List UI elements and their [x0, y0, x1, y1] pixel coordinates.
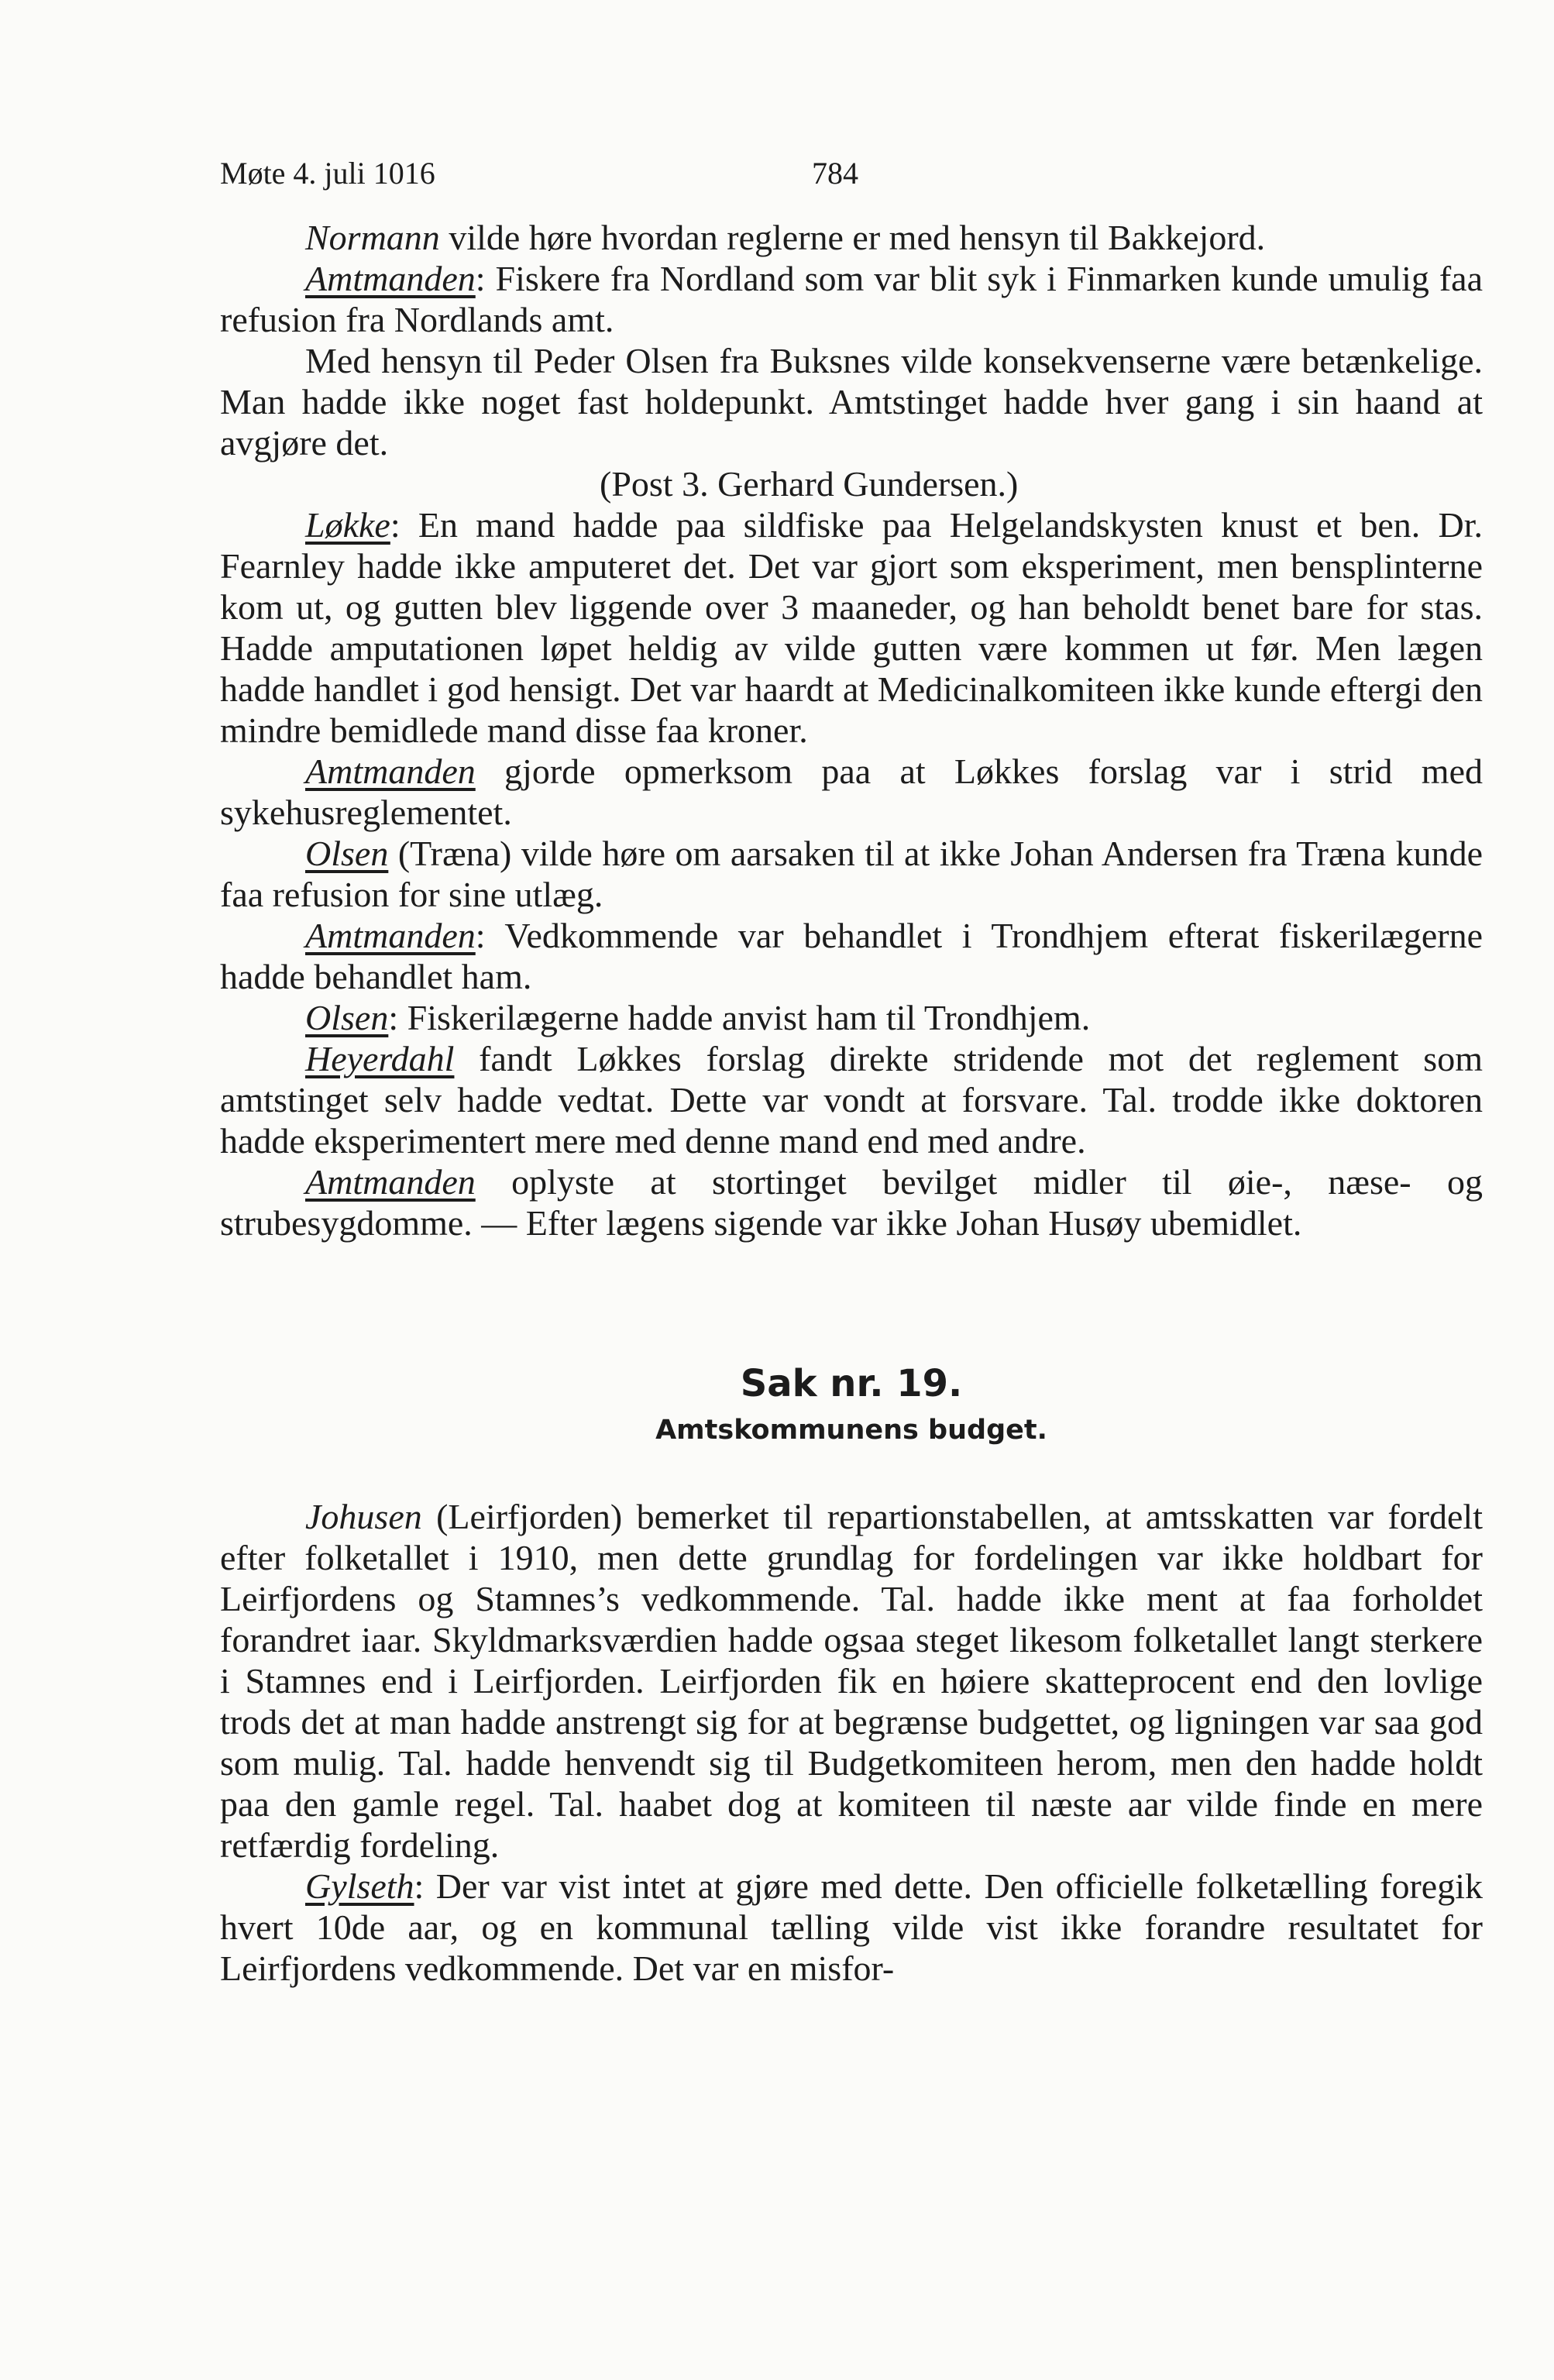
paragraph	[220, 1038, 1483, 1161]
post-line: (Post 3. Gerhard Gundersen.)	[600, 464, 1019, 504]
paragraph-text: Med hensyn til Peder Olsen fra Buksnes vilde konsekvenserne være betænkelige. Man hadde ikke noget fast holdepunkt. Amtstinget hadde hver gang i sin haand at avgjøre det.	[220, 341, 1483, 463]
speaker-name: Olsen	[305, 834, 389, 873]
paragraph	[220, 997, 1483, 1038]
paragraph-text: (Leirfjorden) bemerket til repartionstabellen, at amtsskatten var fordelt efter folketallet i 1910, men dette grundlag for fordelingen var ikke holdbart for Leirfjordens og Stamnes’s vedkommende. Tal. hadde ikke ment at faa forholdet forandret iaar. Skyldmarksværdien hadde ogsaa steget likesom folketallet langt sterkere i Stamnes end i Leirfjorden. Leirfjorden fik en høiere skatteprocent end den lovlige trods det at man hadde anstrengt sig for at begrænse budgettet, og ligningen var saa god som mulig. Tal. hadde henvendt sig til Budgetkomiteen herom, men den hadde holdt paa den gamle regel. Tal. haabet dog at komiteen til næste aar vilde finde en mere retfærdig fordeling.	[220, 1497, 1483, 1865]
speaker-name: Amtmanden	[305, 1162, 476, 1202]
paragraph-text: Fiskerilægerne hadde anvist ham til Trondhjem.	[398, 998, 1091, 1037]
paragraph-text: oplyste at stortinget bevilget midler til øie-, næse- og strubesygdomme. — Efter lægens sigende var ikke Johan Husøy ubemidlet.	[220, 1162, 1483, 1243]
document-page	[220, 155, 1483, 1989]
paragraph	[220, 1866, 1483, 1989]
paragraph	[220, 1496, 1483, 1866]
speaker-name: Normann	[305, 218, 440, 257]
speaker-colon: :	[390, 505, 401, 545]
paragraph	[220, 915, 1483, 997]
paragraph	[220, 1161, 1483, 1243]
top-paragraphs	[220, 217, 1483, 463]
paragraph-text: Fiskere fra Nordland som var blit syk i Finmarken kunde umulig faa refusion fra Nordlands amt.	[220, 259, 1483, 339]
speaker-colon: :	[414, 1866, 425, 1906]
speaker-name: Amtmanden	[305, 916, 476, 955]
paragraph-text: vilde høre hvordan reglerne er med hensyn til Bakkejord.	[439, 218, 1266, 257]
paragraph	[220, 258, 1483, 340]
paragraph-text: fandt Løkkes forslag direkte stridende mot det reglement som amtstinget selv hadde vedtat. Dette var vondt at forsvare. Tal. trodde ikke doktoren hadde eksperimentert mere med denne mand end med andre.	[220, 1039, 1483, 1161]
page-number: 784	[812, 156, 858, 191]
paragraph	[220, 751, 1483, 833]
paragraph-text: (Træna) vilde høre om aarsaken til at ikke Johan Andersen fra Træna kunde faa refusion for sine utlæg.	[220, 834, 1483, 914]
paragraph-text: gjorde opmerksom paa at Løkkes forslag var i strid med sykehusreglementet.	[220, 751, 1483, 832]
section-title: Sak nr. 19.	[740, 1362, 963, 1405]
section-heading	[220, 1360, 1483, 1453]
paragraph	[220, 504, 1483, 751]
paragraph-text: En mand hadde paa sildfiske paa Helgelandskysten knust et ben. Dr. Fearnley hadde ikke amputeret det. Det var gjort som eksperiment, men bensplinterne kom ut, og gutten blev liggende over 3 maaneder, og han beholdt benet bare for stas. Hadde amputationen løpet heldig av vilde gutten være kommen ut før. Men lægen hadde handlet i god hensigt. Det var haardt at Medicinalkomiteen ikke kunde eftergi den mindre bemidlede mand disse faa kroner.	[220, 505, 1483, 750]
speaker-colon: :	[475, 916, 486, 955]
middle-paragraphs	[220, 504, 1483, 1243]
speaker-colon: :	[475, 259, 486, 298]
speaker-name: Amtmanden	[305, 259, 476, 298]
paragraph	[220, 217, 1483, 258]
speaker-name: Heyerdahl	[305, 1039, 455, 1078]
speaker-name: Olsen	[305, 998, 389, 1037]
page-header	[220, 155, 1483, 217]
speaker-name: Johusen	[305, 1497, 422, 1536]
paragraph-text: Der var vist intet at gjøre med dette. Den officielle folketælling foregik hvert 10de aar, og en kommunal tælling vilde vist ikke forandre resultatet for Leirfjordens vedkommende. Det var en misfor-	[220, 1866, 1483, 1988]
speaker-name: Gylseth	[305, 1866, 414, 1906]
section-subtitle: Amtskommunens budget.	[655, 1415, 1047, 1446]
speaker-name: Amtmanden	[305, 751, 476, 791]
speaker-name: Løkke	[305, 505, 390, 545]
meeting-date: Møte 4. juli 1016	[220, 156, 435, 191]
paragraph	[220, 833, 1483, 915]
speaker-colon: :	[388, 998, 399, 1037]
bottom-paragraphs	[220, 1496, 1483, 1989]
paragraph	[220, 340, 1483, 463]
paragraph-text: Vedkommende var behandlet i Trondhjem efterat fiskerilægerne hadde behandlet ham.	[220, 916, 1483, 996]
